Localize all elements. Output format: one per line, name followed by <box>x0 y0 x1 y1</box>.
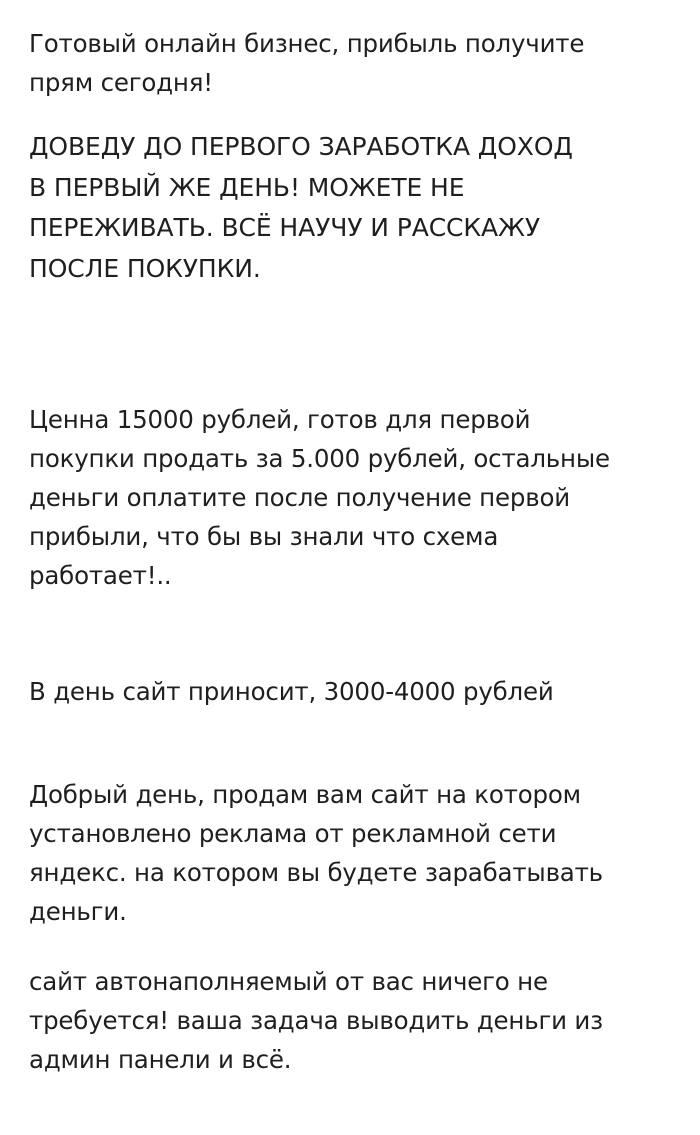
post-paragraph-daily-income: В день сайт приносит, 3000-4000 рублей <box>29 677 554 706</box>
post-paragraph-offer: Добрый день, продам вам сайт на котором установлено реклама от рекламной сети яндекс. на котором вы будете зарабатывать деньги. <box>29 780 603 926</box>
post-paragraph-autofill: сайт автонаполняемый от вас ничего не требуется! ваша задача выводить деньги из админ панели и всё. <box>29 967 603 1074</box>
post-paragraph-price: Ценна 15000 рублей, готов для первой покупки продать за 5.000 рублей, остальные деньги оплатите после получение первой прибыли, что бы вы знали что схема работает!.. <box>29 405 610 590</box>
post-paragraph-caps-promise: ДОВЕДУ ДО ПЕРВОГО ЗАРАБОТКА ДОХОД В ПЕРВЫЙ ЖЕ ДЕНЬ! МОЖЕТЕ НЕ ПЕРЕЖИВАТЬ. ВСЁ НАУЧУ И РАССКАЖУ ПОСЛЕ ПОКУПКИ. <box>29 132 573 283</box>
post-paragraph-headline: Готовый онлайн бизнес, прибыль получите прям сегодня! <box>29 29 585 97</box>
